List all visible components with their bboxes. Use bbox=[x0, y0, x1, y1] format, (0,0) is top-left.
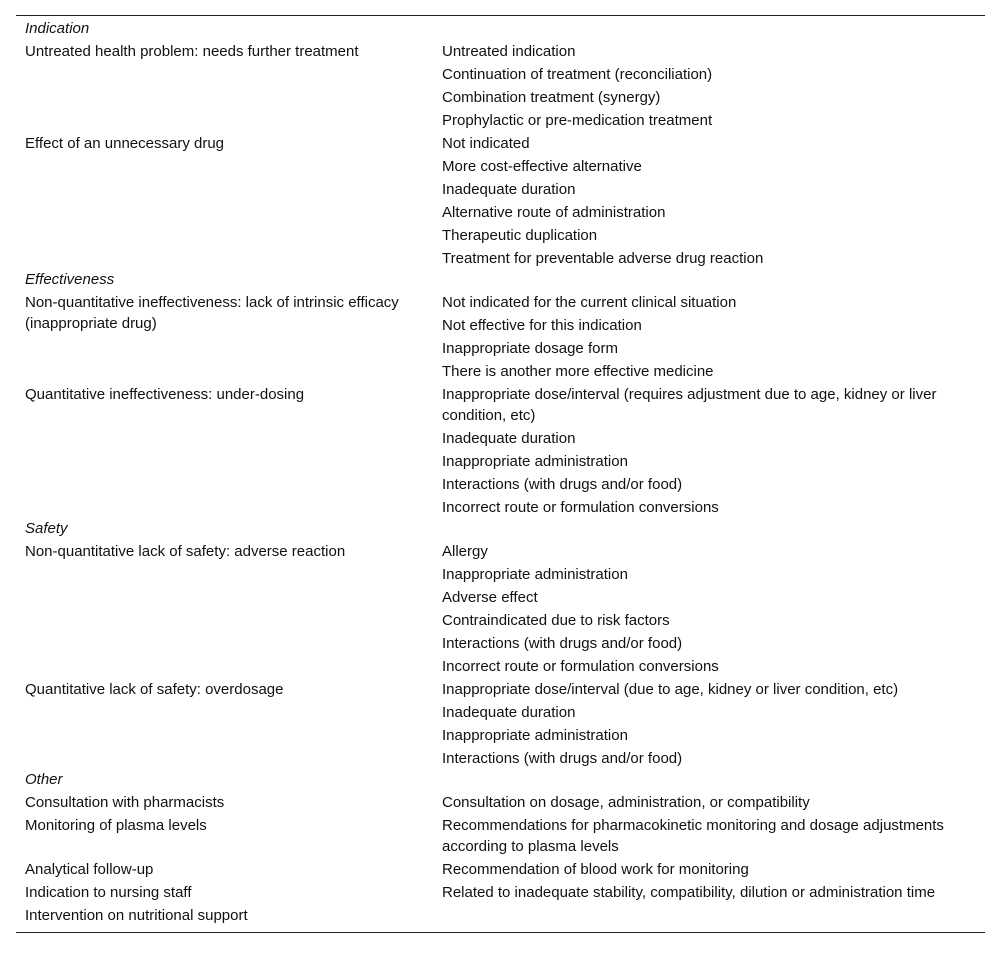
list-item: Allergy bbox=[442, 543, 488, 560]
table-row bbox=[16, 133, 985, 269]
category-cell: Quantitative ineffectiveness: under-dosing bbox=[25, 386, 305, 403]
category-cell: Quantitative lack of safety: overdosage bbox=[25, 681, 284, 698]
category-cell: Indication to nursing staff bbox=[25, 884, 192, 901]
list-item: Interactions (with drugs and/or food) bbox=[442, 635, 683, 652]
list-item: There is another more effective medicine bbox=[442, 363, 714, 380]
list-item: Inadequate duration bbox=[442, 430, 576, 447]
table-row bbox=[16, 882, 985, 903]
table-row bbox=[16, 679, 985, 769]
table-row bbox=[16, 905, 985, 926]
list-item: Recommendations for pharmacokinetic monitoring and dosage adjustments according to plasma levels bbox=[442, 817, 944, 855]
section-heading: Effectiveness bbox=[25, 271, 115, 288]
list-item: Inappropriate administration bbox=[442, 453, 628, 470]
list-item: Not indicated for the current clinical situation bbox=[442, 294, 737, 311]
list-item: Prophylactic or pre-medication treatment bbox=[442, 112, 713, 129]
items-cell bbox=[442, 815, 952, 857]
list-item: Incorrect route or formulation conversions bbox=[442, 658, 719, 675]
list-item: Inadequate duration bbox=[442, 704, 576, 721]
list-item: Incorrect route or formulation conversions bbox=[442, 499, 719, 516]
table-row bbox=[16, 384, 985, 518]
list-item: Interactions (with drugs and/or food) bbox=[442, 476, 683, 493]
intervention-table bbox=[16, 15, 985, 933]
category-cell: Non-quantitative lack of safety: adverse reaction bbox=[25, 543, 346, 560]
list-item: Therapeutic duplication bbox=[442, 227, 598, 244]
list-item: Interactions (with drugs and/or food) bbox=[442, 750, 683, 767]
list-item: Untreated indication bbox=[442, 43, 576, 60]
table-row bbox=[16, 41, 985, 131]
table-row bbox=[16, 292, 985, 382]
section-heading: Indication bbox=[25, 20, 90, 37]
items-cell bbox=[442, 792, 952, 813]
list-item: Not effective for this indication bbox=[442, 317, 642, 334]
items-cell bbox=[442, 292, 952, 382]
list-item: Inappropriate administration bbox=[442, 727, 628, 744]
table-row bbox=[16, 815, 985, 857]
items-cell bbox=[442, 133, 952, 269]
items-cell bbox=[442, 384, 952, 518]
list-item: Consultation on dosage, administration, or compatibility bbox=[442, 794, 810, 811]
items-cell bbox=[442, 882, 952, 903]
list-item: Inappropriate dose/interval (requires adjustment due to age, kidney or liver condition, etc) bbox=[442, 386, 937, 424]
category-cell: Consultation with pharmacists bbox=[25, 794, 225, 811]
list-item: More cost-effective alternative bbox=[442, 158, 642, 175]
category-cell: Intervention on nutritional support bbox=[25, 907, 248, 924]
table-top-rule bbox=[16, 15, 985, 16]
list-item: Inappropriate dose/interval (due to age, kidney or liver condition, etc) bbox=[442, 681, 899, 698]
table-row bbox=[16, 541, 985, 677]
list-item: Inadequate duration bbox=[442, 181, 576, 198]
table-row bbox=[16, 792, 985, 813]
category-cell: Non-quantitative ineffectiveness: lack of intrinsic efficacy (inappropriate drug) bbox=[25, 294, 399, 332]
table-bottom-rule bbox=[16, 932, 985, 933]
list-item: Alternative route of administration bbox=[442, 204, 666, 221]
table-body bbox=[16, 17, 985, 926]
items-cell bbox=[442, 905, 952, 926]
items-cell bbox=[442, 679, 952, 769]
list-item: Combination treatment (synergy) bbox=[442, 89, 661, 106]
section-heading: Other bbox=[25, 771, 63, 788]
list-item: Treatment for preventable adverse drug reaction bbox=[442, 250, 764, 267]
list-item: Continuation of treatment (reconciliation) bbox=[442, 66, 713, 83]
list-item: Inappropriate dosage form bbox=[442, 340, 618, 357]
items-cell bbox=[442, 859, 952, 880]
list-item: Recommendation of blood work for monitoring bbox=[442, 861, 749, 878]
list-item: Contraindicated due to risk factors bbox=[442, 612, 670, 629]
category-cell: Effect of an unnecessary drug bbox=[25, 135, 225, 152]
category-cell: Monitoring of plasma levels bbox=[25, 817, 207, 834]
items-cell bbox=[442, 41, 952, 131]
items-cell bbox=[442, 541, 952, 677]
table-row bbox=[16, 859, 985, 880]
list-item: Adverse effect bbox=[442, 589, 538, 606]
section-heading: Safety bbox=[25, 520, 68, 537]
list-item: Inappropriate administration bbox=[442, 566, 628, 583]
category-cell: Untreated health problem: needs further treatment bbox=[25, 43, 359, 60]
list-item: Not indicated bbox=[442, 135, 530, 152]
category-cell: Analytical follow-up bbox=[25, 861, 154, 878]
list-item: Related to inadequate stability, compatibility, dilution or administration time bbox=[442, 884, 936, 901]
